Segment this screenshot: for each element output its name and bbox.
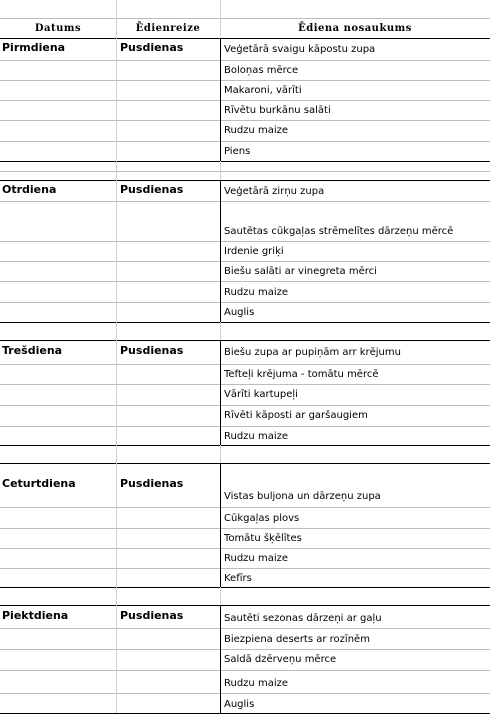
header-divider (116, 18, 117, 38)
header-divider (220, 18, 221, 38)
column-header-date: Datums (34, 23, 82, 34)
spacer-divider (220, 445, 221, 463)
header-rule (0, 18, 490, 19)
day-label: Pirmdiena (2, 41, 66, 54)
meal-label: Pusdienas (120, 344, 184, 357)
dish-item: Rudzu maize (224, 287, 288, 298)
day-bottom-border (0, 161, 490, 162)
dish-item: Cūkgaļas plovs (224, 513, 300, 524)
row-rule (0, 528, 490, 529)
day-top-border (0, 340, 490, 341)
dish-item: Sautētas cūkgaļas strēmelītes dārzeņu mērcē (224, 226, 454, 237)
row-rule (0, 120, 490, 121)
meal-label: Pusdienas (120, 477, 184, 490)
row-rule (0, 261, 490, 262)
row-rule (0, 548, 490, 549)
day-label: Trešdiena (2, 344, 63, 357)
column-divider (116, 38, 117, 161)
column-divider (116, 180, 117, 322)
spacer-divider (220, 322, 221, 340)
spacer-divider (220, 587, 221, 605)
day-bottom-border (0, 322, 490, 323)
dish-item: Sautēti sezonas dārzeņi ar gaļu (224, 613, 382, 624)
spacer-divider (220, 161, 221, 180)
spacer-divider (116, 161, 117, 180)
dish-item: Biešu zupa ar pupiņām arr krējumu (224, 347, 401, 358)
row-rule (0, 568, 490, 569)
row-rule (0, 670, 490, 671)
day-bottom-border (0, 445, 490, 446)
column-divider (220, 38, 221, 161)
dish-item: Rudzu maize (224, 553, 288, 564)
dish-item: Tomātu šķēlītes (224, 533, 302, 544)
meal-label: Pusdienas (120, 41, 184, 54)
row-rule (0, 281, 490, 282)
spacer-divider (116, 445, 117, 463)
column-divider (116, 340, 117, 445)
row-rule (0, 364, 490, 365)
day-label: Piektdiena (2, 609, 69, 622)
dish-item: Rīvēti kāposti ar garšaugiem (224, 410, 368, 421)
dish-item: Piens (224, 146, 251, 157)
day-top-border (0, 180, 490, 181)
header-divider (116, 0, 117, 18)
row-rule (0, 60, 490, 61)
column-divider (116, 463, 117, 587)
spacer-rule (0, 171, 490, 172)
row-rule (0, 426, 490, 427)
header-bottom-border (0, 38, 490, 39)
meal-label: Pusdienas (120, 183, 184, 196)
dish-item: Boloņas mērce (224, 65, 299, 76)
spacer-divider (116, 322, 117, 340)
row-rule (0, 649, 490, 650)
dish-item: Irdenie griķi (224, 246, 284, 257)
column-header-meal: Ēdienreize (135, 23, 201, 34)
dish-item: Vistas buljona un dārzeņu zupa (224, 491, 381, 502)
dish-item: Rudzu maize (224, 431, 288, 442)
day-top-border (0, 463, 490, 464)
dish-item: Saldā dzērveņu mērce (224, 654, 337, 665)
meal-label: Pusdienas (120, 609, 184, 622)
dish-item: Rudzu maize (224, 678, 288, 689)
dish-item: Rīvētu burkānu salāti (224, 105, 331, 116)
dish-item: Rudzu maize (224, 125, 288, 136)
column-divider (220, 340, 221, 445)
day-label: Ceturtdiena (2, 477, 76, 490)
dish-item: Kefīrs (224, 573, 252, 584)
row-rule (0, 693, 490, 694)
day-bottom-border (0, 713, 490, 714)
dish-item: Vārīti kartupeļi (224, 389, 298, 400)
day-bottom-border (0, 587, 490, 588)
row-rule (0, 628, 490, 629)
column-divider (220, 180, 221, 322)
row-rule (0, 100, 490, 101)
dish-item: Auglis (224, 699, 255, 710)
day-top-border (0, 605, 490, 606)
row-rule (0, 384, 490, 385)
column-header-dish: Ēdiena nosaukums (298, 23, 412, 34)
row-rule (0, 507, 490, 508)
dish-item: Auglis (224, 307, 255, 318)
dish-item: Tefteļi krējuma - tomātu mērcē (224, 369, 379, 380)
dish-item: Veģetārā zirņu zupa (224, 186, 325, 197)
column-divider (220, 463, 221, 587)
day-label: Otrdiena (2, 183, 57, 196)
row-rule (0, 405, 490, 406)
row-rule (0, 201, 490, 202)
dish-item: Biešu salāti ar vinegreta mērci (224, 266, 377, 277)
dish-item: Biezpiena deserts ar rozīnēm (224, 634, 370, 645)
column-divider (220, 605, 221, 713)
row-rule (0, 241, 490, 242)
dish-item: Veģetārā svaigu kāpostu zupa (224, 44, 376, 55)
dish-item: Makaroni, vārīti (224, 85, 302, 96)
row-rule (0, 141, 490, 142)
row-rule (0, 302, 490, 303)
column-divider (116, 605, 117, 713)
spacer-divider (116, 587, 117, 605)
header-divider (220, 0, 221, 18)
row-rule (0, 80, 490, 81)
